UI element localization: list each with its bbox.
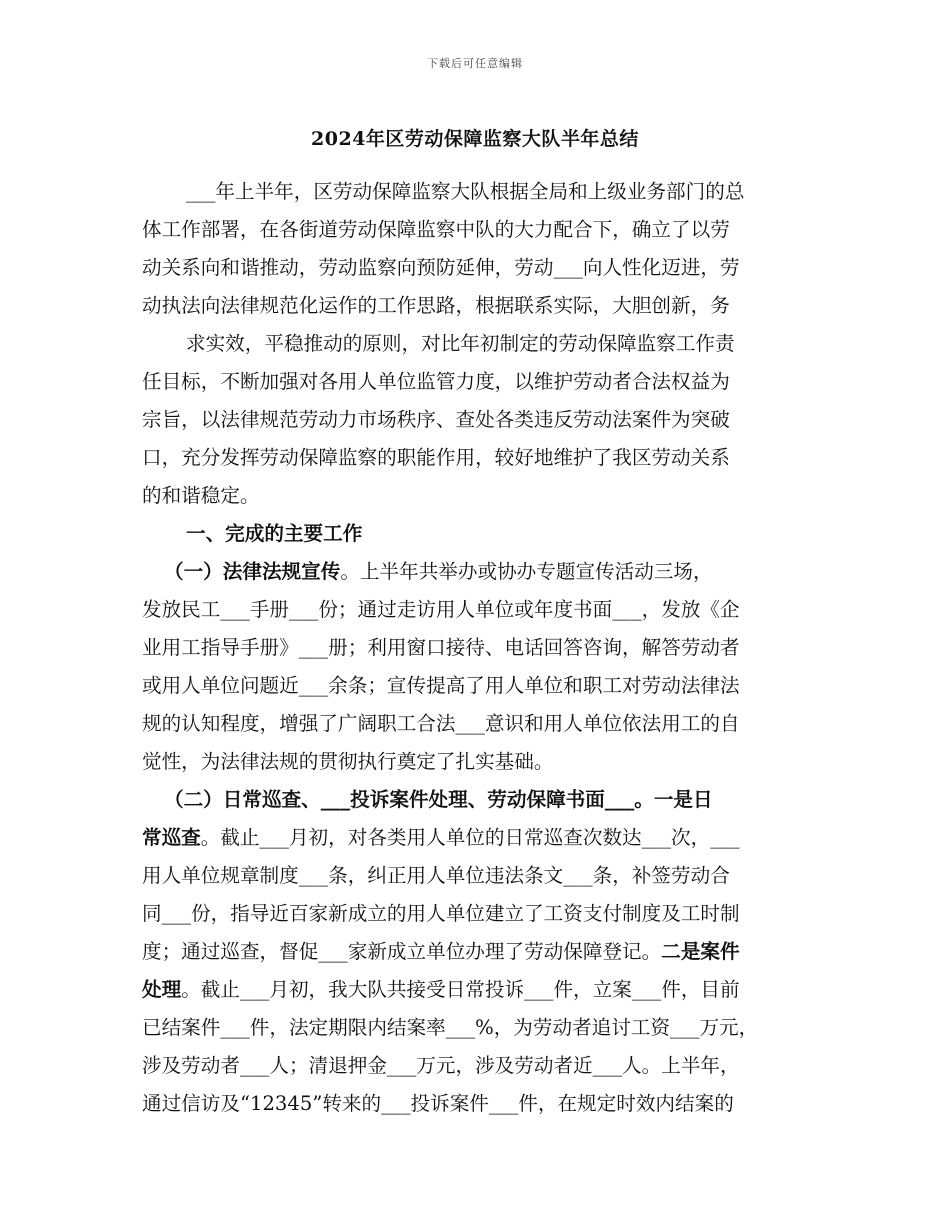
text-line [142,515,817,553]
text-run: ___年上半年，区劳动保障监察大队根据全局和上级业务部门的总 [186,180,745,203]
text-run: 。上半年共举办或协办专题宣传活动三场， [340,560,713,583]
bold-text: 一、完成的主要工作 [186,522,363,545]
text-line [142,477,817,515]
header-note: 下载后可任意编辑 [427,57,523,70]
text-line [142,249,817,287]
bold-text: （二）日常巡查、___投诉案件处理、劳动保障书面___。一是日 [164,788,713,811]
text-line [142,819,817,857]
text-run: 规的认知程度，增强了广阔职工合法___意识和用人单位依法用工的自 [142,712,740,735]
text-line [142,857,817,895]
text-run: 求实效，平稳推动的原则，对比年初制定的劳动保障监察工作责 [186,332,735,355]
document-body [142,173,817,1123]
text-line [142,1047,817,1085]
text-line [142,553,817,591]
text-line [142,933,817,971]
text-run: 发放民工___手册___份；通过走访用人单位或年度书面___，发放《企 [142,598,740,621]
text-line [142,1009,817,1047]
text-line [142,705,817,743]
text-run: 宗旨，以法律规范劳动力市场秩序、查处各类违反劳动法案件为突破 [142,408,730,431]
text-run: 度；通过巡查，督促___家新成立单位办理了劳动保障登记。 [142,940,662,963]
text-line [142,287,817,325]
text-line [142,363,817,401]
text-run: 动执法向法律规范化运作的工作思路，根据联系实际，大胆创新，务 [142,294,730,317]
text-run: 任目标，不断加强对各用人单位监管力度，以维护劳动者合法权益为 [142,370,730,393]
text-line [142,325,817,363]
text-line [142,211,817,249]
text-run: 用人单位规章制度___条，纠正用人单位违法条文___条，补签劳动合 [142,864,730,887]
text-run: 的和谐稳定。 [142,484,260,507]
text-run: 通过信访及“12345”转来的___投诉案件___件，在规定时效内结案的 [142,1092,734,1115]
text-run: 。截止___月初，对各类用人单位的日常巡查次数达___次，___ [200,826,740,849]
text-line [142,401,817,439]
bold-text: 常巡查 [142,826,201,849]
text-run: 已结案件___件，法定期限内结案率___%，为劳动者追讨工资___万元， [142,1016,759,1039]
text-run: 动关系向和谐推动，劳动监察向预防延伸，劳动___向人性化迈进，劳 [142,256,740,279]
text-run: 体工作部署，在各街道劳动保障监察中队的大力配合下，确立了以劳 [142,218,730,241]
text-line [142,667,817,705]
text-line [142,629,817,667]
text-run: 业用工指导手册》___册；利用窗口接待、电话回答咨询，解答劳动者 [142,636,740,659]
text-line [142,173,817,211]
bold-text: 处理 [142,978,182,1001]
bold-text: 二是案件 [661,940,740,963]
text-line [142,439,817,477]
text-run: 口，充分发挥劳动保障监察的职能作用，较好地维护了我区劳动关系 [142,446,730,469]
text-run: 。截止___月初，我大队共接受日常投诉___件，立案___件，目前 [181,978,740,1001]
text-line [142,895,817,933]
text-line [142,1085,817,1123]
text-line [142,781,817,819]
text-line [142,591,817,629]
text-run: 或用人单位问题近___余条；宣传提高了用人单位和职工对劳动法律法 [142,674,740,697]
text-line [142,971,817,1009]
document-title: 2024年区劳动保障监察大队半年总结 [311,128,639,150]
text-line [142,743,817,781]
text-run: 涉及劳动者___人；清退押金___万元，涉及劳动者近___人。上半年， [142,1054,740,1077]
text-run: 觉性，为法律法规的贯彻执行奠定了扎实基础。 [142,750,554,773]
bold-text: （一）法律法规宣传 [164,560,341,583]
text-run: 同___份，指导近百家新成立的用人单位建立了工资支付制度及工时制 [142,902,740,925]
